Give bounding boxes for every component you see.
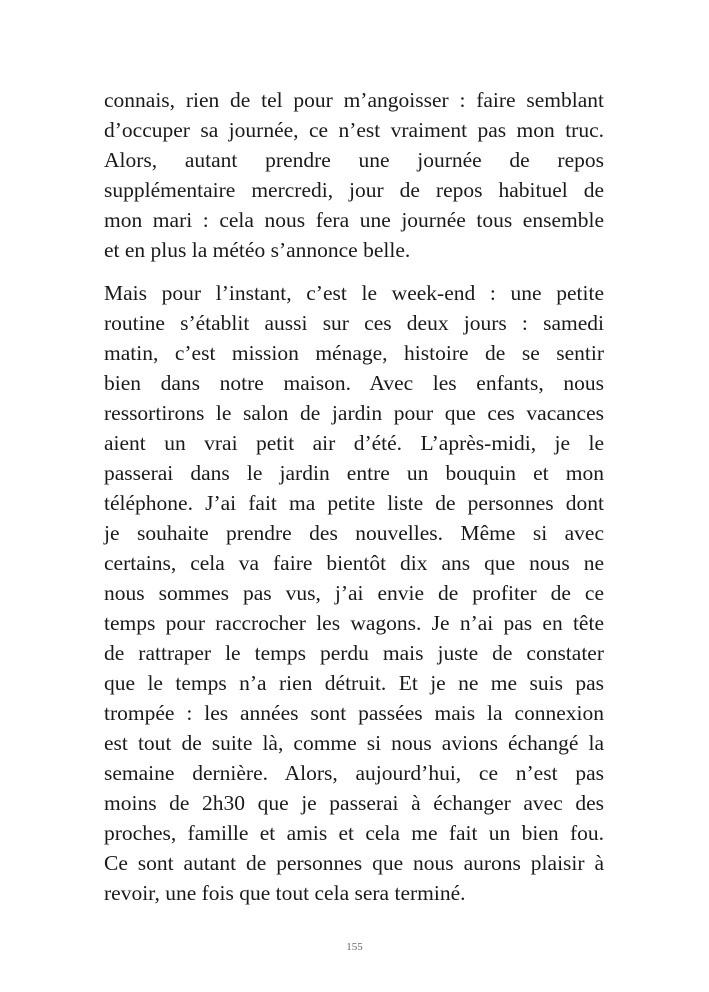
paragraph-line: passerai dans le jardin entre un bouquin et mon — [104, 461, 604, 485]
paragraph-2 — [104, 278, 604, 908]
page-number: 155 — [346, 941, 363, 953]
paragraph-line: matin, c’est mission ménage, histoire de se sentir — [104, 341, 604, 365]
paragraph-line: mon mari : cela nous fera une journée tous ensemble — [104, 208, 604, 232]
paragraph-line: revoir, une fois que tout cela sera terminé. — [104, 881, 466, 905]
paragraph-line: je souhaite prendre des nouvelles. Même si avec — [104, 521, 604, 545]
paragraph-1 — [104, 85, 604, 265]
paragraph-line: Alors, autant prendre une journée de repos — [104, 148, 604, 172]
paragraph-line: semaine dernière. Alors, aujourd’hui, ce n’est pas — [104, 761, 604, 785]
paragraph-line: temps pour raccrocher les wagons. Je n’ai pas en tête — [104, 611, 604, 635]
paragraph-line: est tout de suite là, comme si nous avions échangé la — [104, 731, 604, 755]
paragraph-line: que le temps n’a rien détruit. Et je ne me suis pas — [104, 671, 604, 695]
paragraph-line: supplémentaire mercredi, jour de repos habituel de — [104, 178, 604, 202]
paragraph-line: bien dans notre maison. Avec les enfants, nous — [104, 371, 604, 395]
paragraph-line: téléphone. J’ai fait ma petite liste de personnes dont — [104, 491, 604, 515]
paragraph-line: proches, famille et amis et cela me fait un bien fou. — [104, 821, 604, 845]
paragraph-line: et en plus la météo s’annonce belle. — [104, 238, 411, 262]
paragraph-line: certains, cela va faire bientôt dix ans que nous ne — [104, 551, 604, 575]
paragraph-line: connais, rien de tel pour m’angoisser : faire semblant — [104, 88, 604, 112]
paragraph-line: trompée : les années sont passées mais la connexion — [104, 701, 604, 725]
paragraph-line: Mais pour l’instant, c’est le week-end : une petite — [104, 281, 604, 305]
paragraph-line: aient un vrai petit air d’été. L’après-midi, je le — [104, 431, 604, 455]
paragraph-line: routine s’établit aussi sur ces deux jours : samedi — [104, 311, 604, 335]
paragraph-line: d’occuper sa journée, ce n’est vraiment pas mon truc. — [104, 118, 604, 142]
paragraph-line: de rattraper le temps perdu mais juste de constater — [104, 641, 604, 665]
paragraph-line: Ce sont autant de personnes que nous aurons plaisir à — [104, 851, 604, 875]
paragraph-line: ressortirons le salon de jardin pour que ces vacances — [104, 401, 604, 425]
paragraph-line: moins de 2h30 que je passerai à échanger avec des — [104, 791, 604, 815]
paragraph-line: nous sommes pas vus, j’ai envie de profiter de ce — [104, 581, 604, 605]
